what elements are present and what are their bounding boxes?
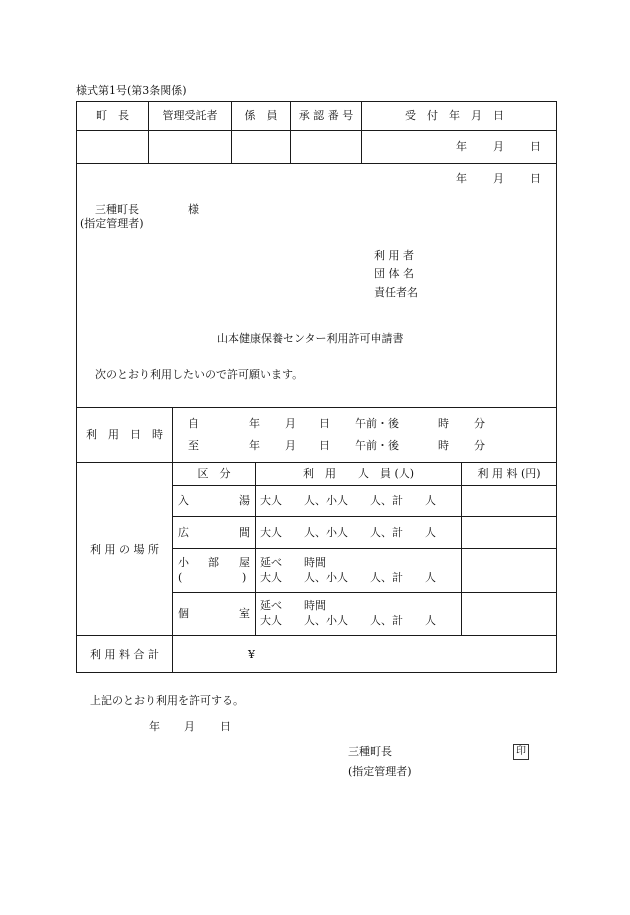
header-chou: 町 長 — [96, 109, 129, 122]
small-people: 大人 人、小人 人、計 人 — [260, 571, 436, 584]
places-label: 利 用 の 場 所 — [90, 543, 159, 556]
applicant-rep-label: 責任者名 — [374, 286, 418, 299]
application-title: 山本健康保養センター利用許可申請書 — [217, 332, 404, 345]
header-kanri: 管理受託者 — [162, 109, 218, 122]
bath-label-b: 湯 — [239, 494, 250, 507]
places-row-line-3 — [172, 548, 557, 549]
header-shonin: 承 認 番 号 — [298, 109, 354, 122]
addressee: 三種町長 — [95, 203, 139, 216]
from-minute: 分 — [474, 417, 485, 430]
small-label-c: 屋 — [239, 556, 250, 569]
small-paren-close: ) — [242, 571, 247, 584]
header-kakari: 係 員 — [244, 109, 278, 122]
form-number: 様式第1号(第3条関係) — [76, 84, 187, 97]
small-label-b: 部 — [208, 556, 219, 569]
private-label-a: 個 — [178, 607, 189, 620]
header-date-month: 月 — [493, 140, 504, 153]
permit-mayor: 三種町長 — [348, 745, 392, 758]
bath-label-a: 入 — [178, 494, 189, 507]
header-date-day: 日 — [530, 140, 541, 153]
addressee-manager: (指定管理者) — [80, 217, 144, 230]
places-col-line-2 — [461, 462, 462, 635]
private-label-b: 室 — [239, 607, 250, 620]
to-month: 月 — [285, 439, 296, 452]
app-date-month: 月 — [493, 172, 504, 185]
col-people: 利 用 人 員 (人) — [302, 467, 415, 480]
label-col-line — [172, 407, 173, 673]
application-bottom — [76, 407, 557, 408]
permit-day: 日 — [220, 720, 231, 733]
header-col-line-4 — [361, 101, 362, 163]
to-minute: 分 — [474, 439, 485, 452]
from-day: 日 — [319, 417, 330, 430]
hall-label-a: 広 — [178, 526, 189, 539]
applicant-user-label: 利 用 者 — [374, 249, 414, 262]
places-row-line-1 — [172, 485, 557, 486]
application-request: 次のとおり利用したいので許可願います。 — [95, 368, 304, 381]
to-hour: 時 — [438, 439, 449, 452]
seal-stamp: 印 — [513, 744, 529, 760]
usage-time-bottom — [76, 462, 557, 463]
permit-manager: (指定管理者) — [348, 765, 412, 778]
to-ampm: 午前・後 — [355, 439, 399, 452]
header-uketsuke: 受 付 年 月 日 — [405, 109, 504, 122]
to-label: 至 — [188, 439, 199, 452]
usage-time-label: 利 用 日 時 — [86, 428, 163, 441]
border-left — [76, 101, 77, 673]
bath-people: 大人 人、小人 人、計 人 — [260, 494, 436, 507]
places-row-line-4 — [172, 592, 557, 593]
private-people: 大人 人、小人 人、計 人 — [260, 614, 436, 627]
permit-year: 年 — [149, 720, 160, 733]
from-month: 月 — [285, 417, 296, 430]
permit-month: 月 — [184, 720, 195, 733]
border-bottom — [76, 672, 557, 673]
places-row-line-2 — [172, 516, 557, 517]
col-fee: 利 用 料 (円) — [477, 467, 541, 480]
header-bottom — [76, 163, 557, 164]
small-nobe: 延べ 時間 — [260, 556, 326, 569]
header-date-year: 年 — [456, 140, 467, 153]
total-label: 利 用 料 合 計 — [90, 648, 159, 661]
col-kubun: 区 分 — [197, 467, 231, 480]
permit-text: 上記のとおり利用を許可する。 — [90, 694, 244, 707]
border-right — [556, 101, 557, 673]
addressee-sama: 様 — [188, 203, 199, 216]
from-year: 年 — [249, 417, 260, 430]
from-label: 自 — [188, 417, 199, 430]
app-date-day: 日 — [530, 172, 541, 185]
to-day: 日 — [319, 439, 330, 452]
small-paren-open: ( — [178, 571, 183, 584]
private-nobe: 延べ 時間 — [260, 599, 326, 612]
to-year: 年 — [249, 439, 260, 452]
places-bottom — [76, 635, 557, 636]
hall-people: 大人 人、小人 人、計 人 — [260, 526, 436, 539]
from-hour: 時 — [438, 417, 449, 430]
hall-label-b: 間 — [239, 526, 250, 539]
applicant-group-label: 団 体 名 — [374, 267, 414, 280]
places-col-line-1 — [255, 462, 256, 635]
app-date-year: 年 — [456, 172, 467, 185]
small-label-a: 小 — [178, 556, 189, 569]
from-ampm: 午前・後 — [355, 417, 399, 430]
total-yen: ¥ — [248, 648, 255, 661]
